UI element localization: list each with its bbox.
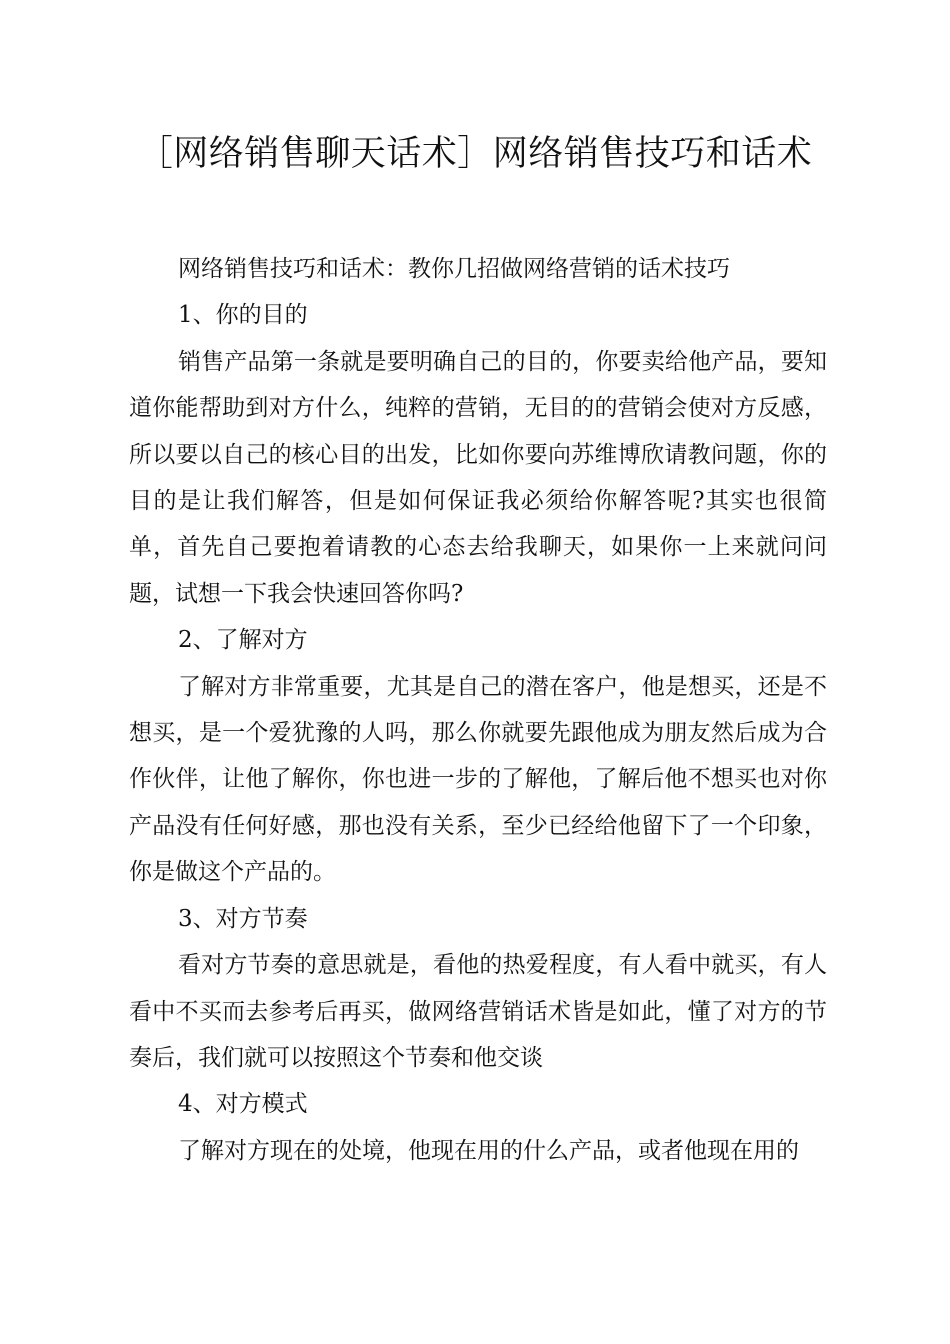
section-paragraph-2: 了解对方非常重要，尤其是自己的潜在客户，他是想买，还是不想买，是一个爱犹豫的人吗，那么你就要先跟他成为朋友然后成为合作伙伴，让他了解你，你也进一步的了解他，了解后他不想买也对你产品没有任何好感，那也没有关系，至少已经给他留下了一个印象，你是做这个产品的。 bbox=[129, 673, 827, 886]
section-heading-4: 4、对方模式 bbox=[178, 1091, 308, 1118]
intro-paragraph: 网络销售技巧和话术：教你几招做网络营销的话术技巧 bbox=[178, 256, 730, 282]
section-paragraph-3: 看对方节奏的意思就是，看他的热爱程度，有人看中就买，有人看中不买而去参考后再买，做网络营销话术皆是如此，懂了对方的节奏后，我们就可以按照这个节奏和他交谈 bbox=[129, 952, 827, 1071]
document-body bbox=[129, 246, 827, 1174]
section-heading-2: 2、了解对方 bbox=[178, 627, 308, 654]
section-paragraph-1: 销售产品第一条就是要明确自己的目的，你要卖给他产品，要知道你能帮助到对方什么，纯粹的营销，无目的的营销会使对方反感，所以要以自己的核心目的出发，比如你要向苏维博欣请教问题，你的目的是让我们解答，但是如何保证我必须给你解答呢?其实也很简单，首先自己要抱着请教的心态去给我聊天，如果你一上来就问问题，试想一下我会快速回答你吗? bbox=[129, 348, 827, 607]
section-paragraph-4: 了解对方现在的处境，他现在用的什么产品，或者他现在用的 bbox=[178, 1137, 799, 1164]
section-heading-3: 3、对方节奏 bbox=[178, 905, 308, 932]
section-heading-1: 1、你的目的 bbox=[178, 302, 308, 329]
document-title: ［网络销售聊天话术］网络销售技巧和话术 bbox=[137, 134, 813, 174]
